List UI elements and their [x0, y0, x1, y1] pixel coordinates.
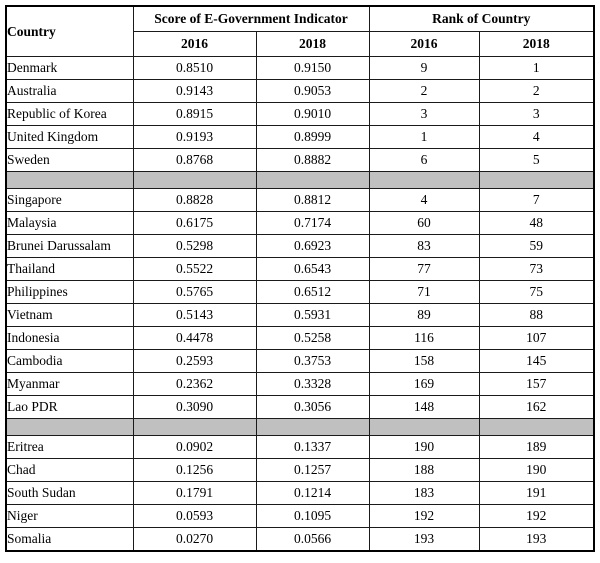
score-2018-cell: 0.8882	[256, 149, 369, 172]
score-2016-cell: 0.1256	[133, 459, 256, 482]
score-2018-column-header: 2018	[256, 32, 369, 57]
country-cell: Philippines	[6, 281, 133, 304]
rank-2018-cell: 1	[479, 57, 594, 80]
rank-2016-cell: 9	[369, 57, 479, 80]
country-cell: Australia	[6, 80, 133, 103]
rank-2018-cell: 7	[479, 189, 594, 212]
table-row	[6, 528, 594, 552]
country-cell: Singapore	[6, 189, 133, 212]
table-row	[6, 373, 594, 396]
score-2018-cell: 0.3328	[256, 373, 369, 396]
rank-2016-cell: 60	[369, 212, 479, 235]
country-cell: Malaysia	[6, 212, 133, 235]
score-2018-cell: 0.1214	[256, 482, 369, 505]
table-row	[6, 350, 594, 373]
rank-2016-column-header: 2016	[369, 32, 479, 57]
separator-cell	[6, 172, 133, 189]
rank-2016-cell: 169	[369, 373, 479, 396]
rank-2016-cell: 116	[369, 327, 479, 350]
score-2016-cell: 0.6175	[133, 212, 256, 235]
table-row	[6, 57, 594, 80]
rank-2018-cell: 189	[479, 436, 594, 459]
country-cell: South Sudan	[6, 482, 133, 505]
table-row	[6, 281, 594, 304]
rank-2018-cell: 107	[479, 327, 594, 350]
country-cell: Vietnam	[6, 304, 133, 327]
score-2018-cell: 0.6923	[256, 235, 369, 258]
separator-cell	[369, 419, 479, 436]
header-group-row	[6, 6, 594, 32]
table-row	[6, 327, 594, 350]
score-2018-cell: 0.1337	[256, 436, 369, 459]
score-2018-cell: 0.8812	[256, 189, 369, 212]
country-cell: Republic of Korea	[6, 103, 133, 126]
table-body	[6, 57, 594, 552]
score-2016-cell: 0.0902	[133, 436, 256, 459]
score-2016-cell: 0.2593	[133, 350, 256, 373]
rank-2018-cell: 88	[479, 304, 594, 327]
rank-2016-cell: 148	[369, 396, 479, 419]
score-2016-column-header: 2016	[133, 32, 256, 57]
rank-2018-column-header: 2018	[479, 32, 594, 57]
separator-row	[6, 172, 594, 189]
separator-row	[6, 419, 594, 436]
country-cell: Cambodia	[6, 350, 133, 373]
table-row	[6, 189, 594, 212]
score-2018-cell: 0.5258	[256, 327, 369, 350]
table-row	[6, 80, 594, 103]
score-2018-cell: 0.9053	[256, 80, 369, 103]
separator-cell	[6, 419, 133, 436]
score-2016-cell: 0.9193	[133, 126, 256, 149]
rank-2018-cell: 4	[479, 126, 594, 149]
rank-2018-cell: 145	[479, 350, 594, 373]
rank-2016-cell: 192	[369, 505, 479, 528]
separator-cell	[256, 419, 369, 436]
rank-2016-cell: 2	[369, 80, 479, 103]
table-row	[6, 304, 594, 327]
rank-2016-cell: 4	[369, 189, 479, 212]
score-2018-cell: 0.6543	[256, 258, 369, 281]
rank-2016-cell: 188	[369, 459, 479, 482]
rank-2018-cell: 3	[479, 103, 594, 126]
country-cell: United Kingdom	[6, 126, 133, 149]
rank-2018-cell: 2	[479, 80, 594, 103]
separator-cell	[479, 172, 594, 189]
score-2018-cell: 0.3753	[256, 350, 369, 373]
rank-2018-cell: 191	[479, 482, 594, 505]
table-row	[6, 505, 594, 528]
score-2016-cell: 0.0270	[133, 528, 256, 552]
country-cell: Indonesia	[6, 327, 133, 350]
country-cell: Chad	[6, 459, 133, 482]
rank-2016-cell: 190	[369, 436, 479, 459]
rank-2016-cell: 6	[369, 149, 479, 172]
score-2018-cell: 0.1257	[256, 459, 369, 482]
score-2016-cell: 0.8828	[133, 189, 256, 212]
rank-2018-cell: 5	[479, 149, 594, 172]
country-cell: Sweden	[6, 149, 133, 172]
rank-2016-cell: 183	[369, 482, 479, 505]
rank-2018-cell: 190	[479, 459, 594, 482]
score-2016-cell: 0.5765	[133, 281, 256, 304]
score-2018-cell: 0.5931	[256, 304, 369, 327]
rank-2016-cell: 77	[369, 258, 479, 281]
score-2018-cell: 0.1095	[256, 505, 369, 528]
rank-2016-cell: 71	[369, 281, 479, 304]
rank-2018-cell: 157	[479, 373, 594, 396]
country-cell: Somalia	[6, 528, 133, 552]
table-row	[6, 235, 594, 258]
rank-2016-cell: 158	[369, 350, 479, 373]
score-2016-cell: 0.5298	[133, 235, 256, 258]
rank-2016-cell: 193	[369, 528, 479, 552]
rank-2018-cell: 73	[479, 258, 594, 281]
table-row	[6, 212, 594, 235]
country-cell: Denmark	[6, 57, 133, 80]
table-row	[6, 482, 594, 505]
country-column-header: Country	[6, 6, 133, 57]
score-2016-cell: 0.8510	[133, 57, 256, 80]
rank-2018-cell: 75	[479, 281, 594, 304]
country-cell: Eritrea	[6, 436, 133, 459]
separator-cell	[479, 419, 594, 436]
country-cell: Lao PDR	[6, 396, 133, 419]
table-row	[6, 149, 594, 172]
country-cell: Niger	[6, 505, 133, 528]
rank-2018-cell: 193	[479, 528, 594, 552]
score-2018-cell: 0.6512	[256, 281, 369, 304]
score-group-header: Score of E-Government Indicator	[133, 6, 369, 32]
separator-cell	[256, 172, 369, 189]
rank-2016-cell: 1	[369, 126, 479, 149]
score-2016-cell: 0.5522	[133, 258, 256, 281]
separator-cell	[369, 172, 479, 189]
score-2018-cell: 0.0566	[256, 528, 369, 552]
rank-2016-cell: 83	[369, 235, 479, 258]
table-row	[6, 103, 594, 126]
rank-2016-cell: 3	[369, 103, 479, 126]
table-row	[6, 396, 594, 419]
country-cell: Brunei Darussalam	[6, 235, 133, 258]
score-2016-cell: 0.5143	[133, 304, 256, 327]
score-2018-cell: 0.3056	[256, 396, 369, 419]
table-row	[6, 436, 594, 459]
score-2016-cell: 0.9143	[133, 80, 256, 103]
rank-2018-cell: 192	[479, 505, 594, 528]
country-cell: Myanmar	[6, 373, 133, 396]
table-row	[6, 126, 594, 149]
rank-2016-cell: 89	[369, 304, 479, 327]
separator-cell	[133, 172, 256, 189]
rank-group-header: Rank of Country	[369, 6, 594, 32]
score-2016-cell: 0.3090	[133, 396, 256, 419]
rank-2018-cell: 59	[479, 235, 594, 258]
table-row	[6, 258, 594, 281]
score-2016-cell: 0.1791	[133, 482, 256, 505]
table-row	[6, 459, 594, 482]
country-cell: Thailand	[6, 258, 133, 281]
score-2016-cell: 0.2362	[133, 373, 256, 396]
score-2016-cell: 0.8915	[133, 103, 256, 126]
score-2016-cell: 0.8768	[133, 149, 256, 172]
score-2018-cell: 0.8999	[256, 126, 369, 149]
score-2018-cell: 0.9150	[256, 57, 369, 80]
score-2018-cell: 0.9010	[256, 103, 369, 126]
rank-2018-cell: 48	[479, 212, 594, 235]
table-header	[6, 6, 594, 57]
score-2016-cell: 0.4478	[133, 327, 256, 350]
separator-cell	[133, 419, 256, 436]
score-2018-cell: 0.7174	[256, 212, 369, 235]
rank-2018-cell: 162	[479, 396, 594, 419]
score-2016-cell: 0.0593	[133, 505, 256, 528]
egov-indicator-table	[5, 5, 595, 552]
